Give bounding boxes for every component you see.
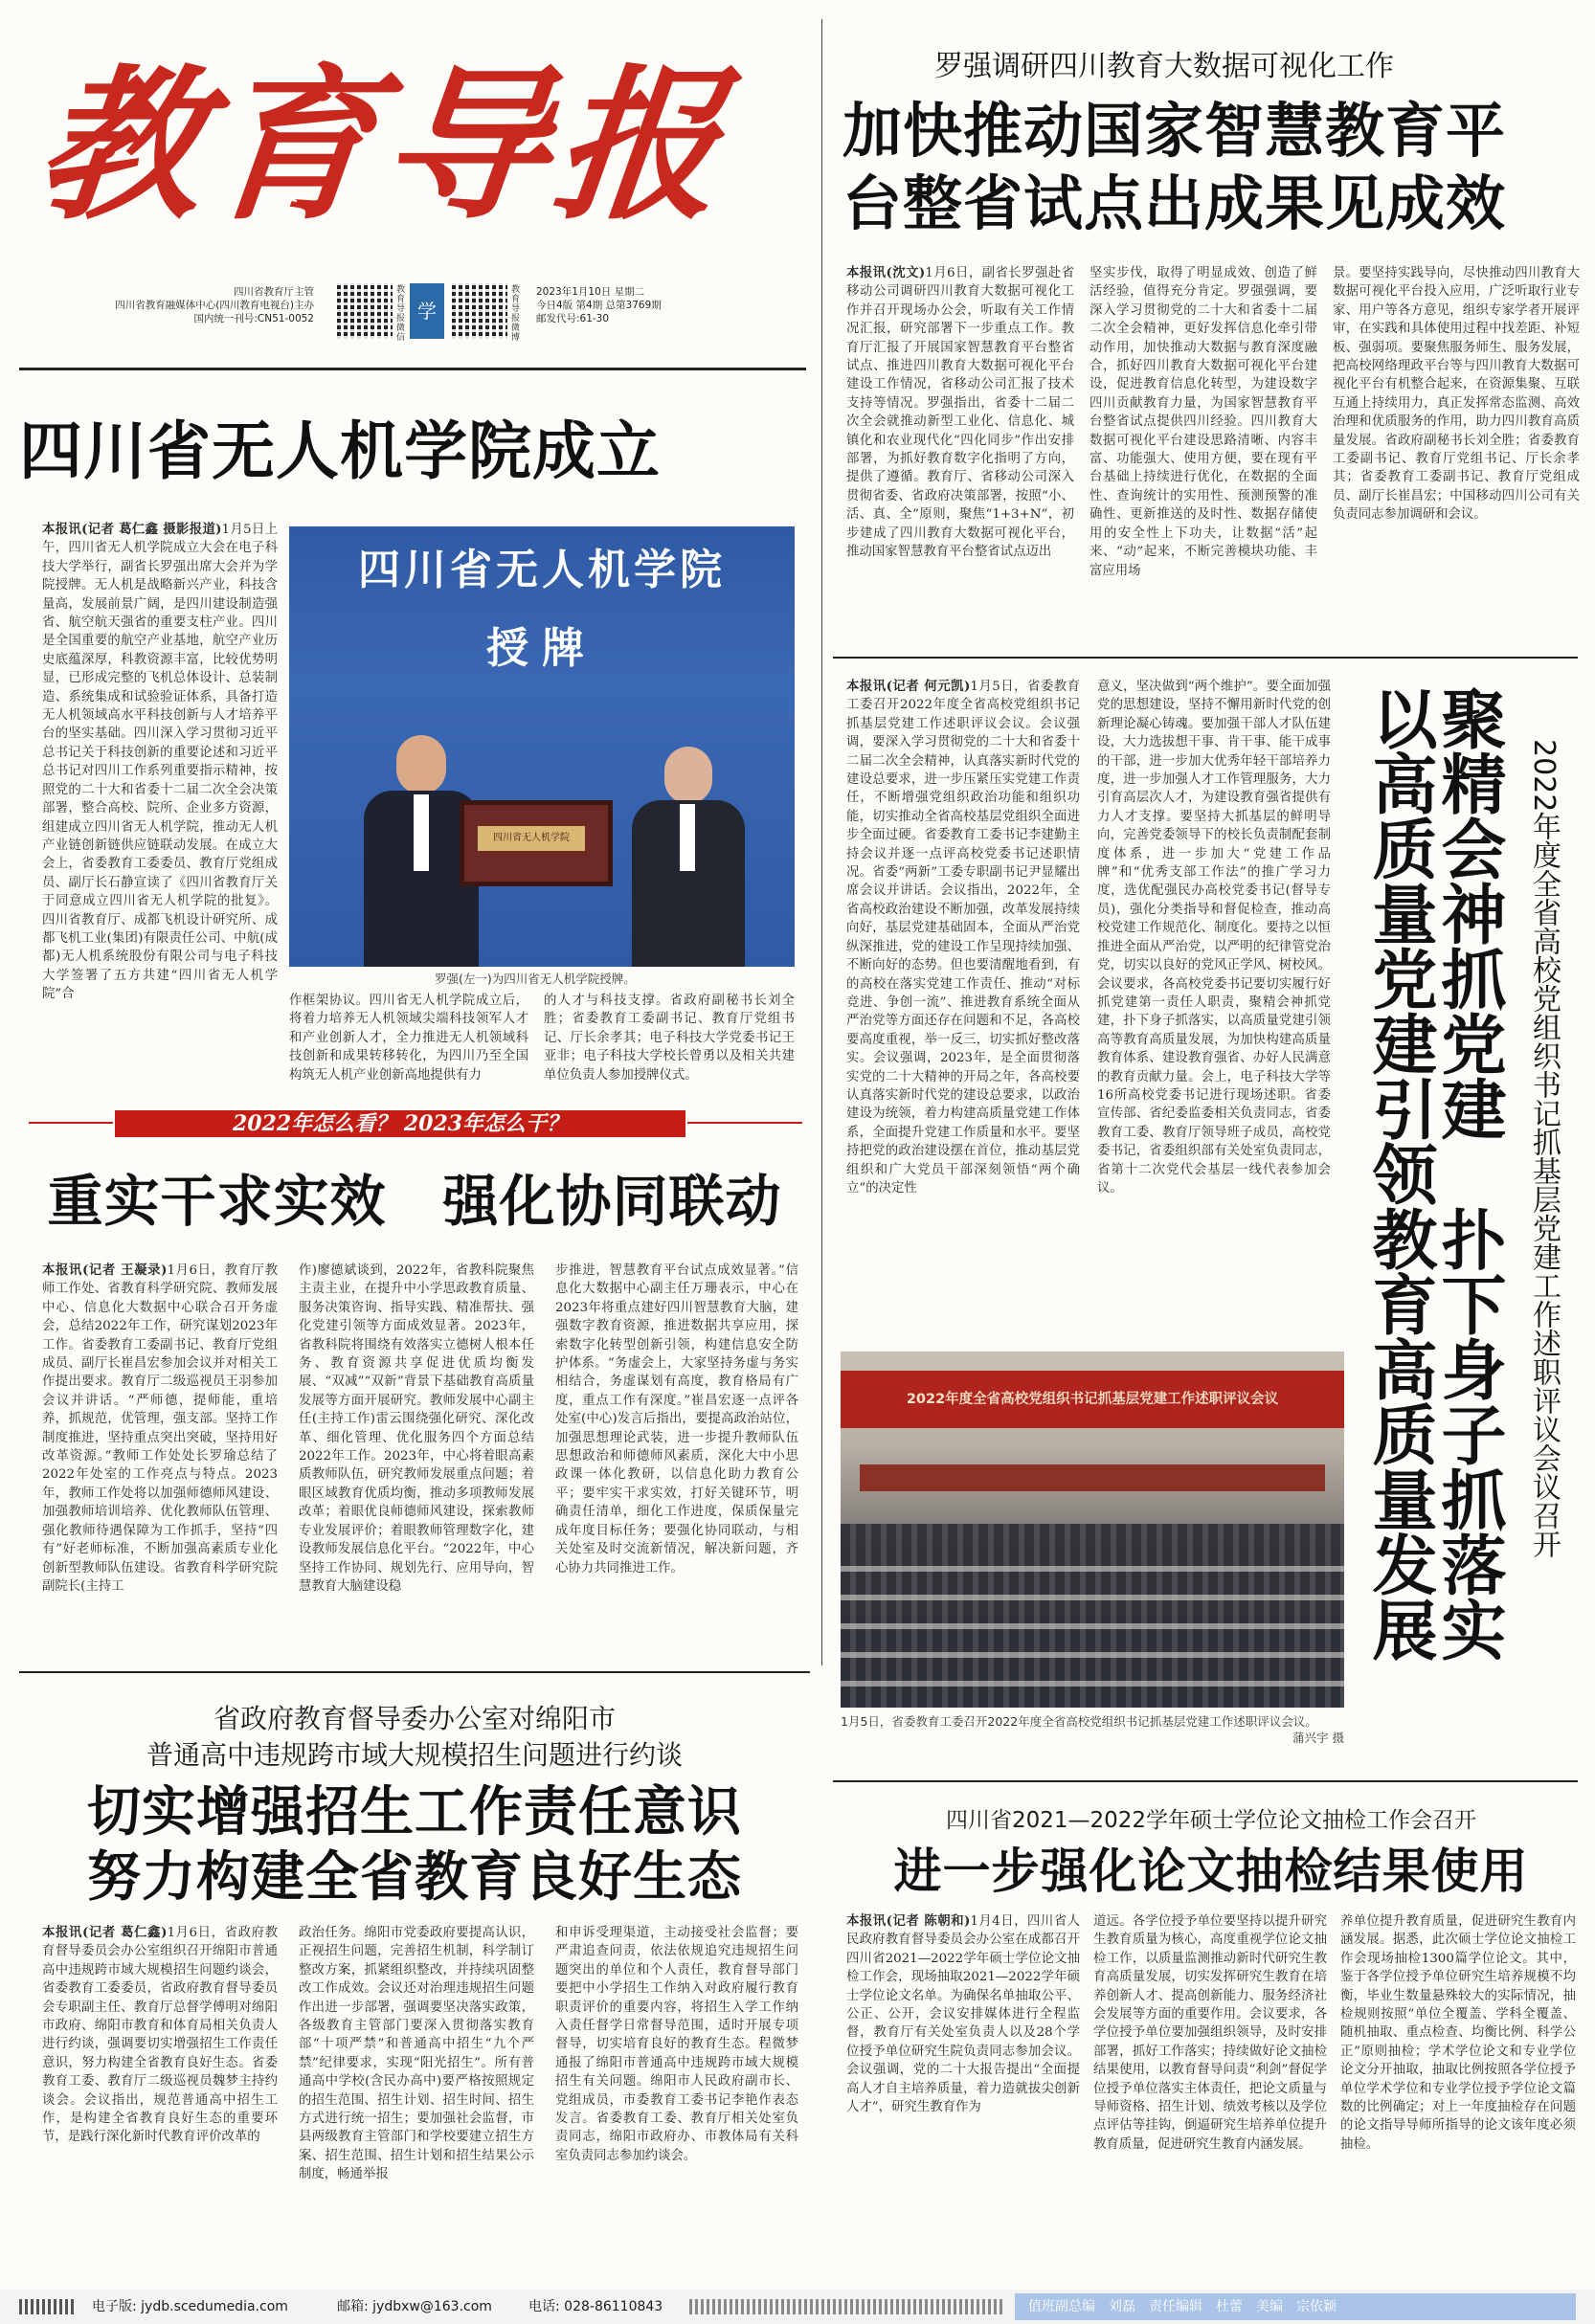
section-banner-text: 2022年怎么看？ 2023年怎么干？ bbox=[232, 1111, 569, 1136]
thesis-story bbox=[833, 1784, 1595, 2286]
third-column-2: 政治任务。绵阳市党委政府要提高认识，正视招生问题，完善招生机制，科学制订整改方案，抓紧组织整改，并持续巩固整改工作成效。会议还对治理违规招生问题作出进一步部署，强调要坚决落实政策，各级教育主管部门要深入贯彻落实教育部“十项严禁”和普通高中招生“九个严禁”纪律要求，实现“阳光招生”。所有普通高中学校(含民办高中)要严格按照规定的招生范围、招生计划、招生时间、招生方式进行统一招生；要加强社会监督，市县两级教育主管部门和学校要建立招生方案、招生范围、招生计划和招生结果公示制度，畅通举报 bbox=[299, 1926, 534, 2182]
thesis-kicker: 四川省2021—2022学年硕士学位论文抽检工作会召开 bbox=[945, 1808, 1477, 1833]
qr-code-weibo[interactable] bbox=[452, 283, 507, 339]
second-column-2: 作)廖德斌谈到，2022年，省教科院聚焦主责主业，在提升中小学思政教育质量、服务决策咨询、指导实践、精准帮扶、强化党建引领等方面成效显著。2023年，省教科院将围绕有效落实立德树人根本任务、教育资源共享促进优质均衡发展、“双减”“双新”背景下基础教育高质量发展等方面开展研究。教师发展中心副主任(主持工作)雷云围绕强化研究、深化改革、细化管理、优化服务四个方面总结2022年工作。2023年，中心将着眼高素质教师队伍，研究教师发展重点问题；着眼区域教育优质均衡，推动多项教师发展改革；着眼优良师德师风建设，探索教师专业发展评价；着眼教师管理数字化，建设教师发展信息化平台。“2022年，中心坚持工作协同、规划先行、应用导向，智慧教育大脑建设稳 bbox=[299, 1263, 534, 1594]
divider-lead-bottom bbox=[833, 657, 1578, 659]
footer-phone bbox=[528, 2298, 663, 2315]
meeting-stage bbox=[860, 1464, 1325, 1491]
third-story bbox=[19, 1677, 810, 2286]
footer-phone-value: 028-86110843 bbox=[564, 2299, 663, 2314]
banner-rule-left bbox=[29, 1122, 113, 1124]
masthead-publisher bbox=[94, 285, 314, 325]
lead-column-3: 景。要坚持实践导向，尽快推动四川教育大数据可视化平台投入应用，广泛听取行业专家、用户等各方意见，组织专家学者开展评审，在实践和具体使用过程中找差距、补短板、强弱项。要聚焦服务师生、服务发展，把高校网络理政平台等与四川教育大数据可视化平台有机整合起来，在资源集聚、互联互通上持续用力，真正发挥常态监测、高效治理和优质服务的作用，助力四川教育高质量发展。省政府副秘书长刘全胜；省委教育工委副书记、教育厅党组书记、厅长余孝其；省委教育工委副书记、教育厅党组成员、副厅长崔昌宏；中国移动四川公司有关负责同志参加调研和会议。 bbox=[1333, 266, 1580, 523]
person-right bbox=[632, 747, 745, 967]
third-kicker-line-1: 省政府教育督导委办公室对绵阳市 bbox=[213, 1703, 616, 1734]
masthead-title: 教育导报 bbox=[28, 48, 738, 242]
uav-column-right: 的人才与科技支撑。省政府副秘书长刘全胜；省委教育工委副书记、教育厅党组书记、厅长余孝其；电子科技大学党委书记王亚非；电子科技大学校长曾勇以及相关共建单位负责人参加授牌仪式。 bbox=[544, 994, 795, 1083]
section-banner bbox=[115, 1110, 685, 1137]
uav-column-mid: 作框架协议。四川省无人机学院成立后，将着力培养无人机领域尖端科技领军人才和产业创新人才，全力推进无人机领域科技创新和成果转移转化，为四川乃至全国构筑无人机产业创新高地提供有力 bbox=[289, 994, 528, 1083]
footer-epaper bbox=[92, 2298, 288, 2315]
thesis-column-3: 养单位提升教育质量，促进研究生教育内涵发展。据悉，此次硕士学位论文抽检工作会现场抽检1300篇学位论文。其中，鉴于各学位授予单位研究生培养规模不均衡，毕业生数量悬殊较大的实际情况，抽检规则按照“单位全覆盖、学科全覆盖、随机抽取、重点检查、均衡比例、科学公正”原则抽检；学术学位论文和专业学位论文分开抽取，抽取比例按照各学位授予单位学术学位和专业学位授予学位论文篇数的比例确定；对上一年度抽检存在问题的论文指导导师所指导的论文该年度必须抽检。 bbox=[1340, 1914, 1576, 2152]
footer-epaper-label: 电子版: bbox=[92, 2299, 137, 2314]
masthead-date-block bbox=[536, 285, 728, 325]
party-caption-text: 1月5日，省委教育工委召开2022年度全省高校党组织书记抓基层党建工作述职评议会议。 bbox=[841, 1714, 1317, 1729]
lead-column-1: 本报讯(沈文)1月6日，副省长罗强赴省移动公司调研四川教育大数据可视化工作并召开现场办公会，听取有关工作情况汇报，研究部署下一步重点工作。教育厅汇报了开展国家智慧教育平台整省试点、推进四川教育大数据可视化平台建设工作情况，省移动公司汇报了技术支持等情况。罗强指出，省委十二届二次全会就推动新型工业化、信息化、城镇化和农业现代化“四化同步”作出安排部署，为抓好教育数字化指明了方向，提供了遵循。教育厅、省移动公司深入贯彻省委、省政府决策部署，按照“小、活、真、全”原则，聚焦“1+3+N”，初步建成了四川教育大数据可视化平台，推动国家智慧教育平台整省试点迈出 bbox=[846, 265, 1074, 560]
uav-story bbox=[19, 375, 810, 1112]
footer-left-stripes bbox=[19, 2299, 77, 2314]
plaque bbox=[460, 800, 613, 886]
cn-number: 国内统一刊号:CN51-0052 bbox=[193, 313, 314, 324]
lead-story bbox=[839, 0, 1595, 670]
second-column-1: 本报讯(记者 王凝录)1月6日，教育厅教师工作处、省教育科学研究院、教师发展中心、信息化大数据中心联合召开务虚会，总结2022年工作，研究谋划2023年工作。省委教育工委副书记、教育厅党组成员、副厅长崔昌宏参加会议并对相关工作提出要求。教育厅二级巡视员王羽参加会议并讲话。“严师德，提师能，重培养，抓规范，优管理，强支部。坚持工作制度推进，坚持重点突出突破，坚持用好改革资源。”教师工作处处长罗瑜总结了2022年处室的工作亮点与特点。2023年，教师工作处将以加强师德师风建设、加强教师培训培养、优化教师队伍管理、强化教师待遇保障为工作抓手，坚持“四有”好老师标准，不断加强高素质专业化创新型教师队伍建设。省教育科学研究院副院长(主持工 bbox=[42, 1263, 278, 1594]
masthead bbox=[0, 0, 823, 364]
third-column-3: 和申诉受理渠道，主动接受社会监督；要严肃追查问责，依法依规追究违规招生问题突出的单位和个人责任，教育督导部门要把中小学招生工作纳入对政府履行教育职责评价的重要内容，将招生入学工作纳入责任督学日常督导范围，适时开展专项督导，切实培育良好的教育生态。程微梦通报了绵阳市普通高中违规跨市域大规模招生有关问题。绵阳市人民政府副市长、党组成员，市委教育工委书记李艳作表态发言。省委教育工委、教育厅相关处室负责同志，绵阳市政府办、市教体局有关科室负责同志参加约谈会。 bbox=[555, 1926, 798, 2163]
uav-photo bbox=[289, 526, 795, 967]
lead-column-2: 坚实步伐，取得了明显成效、创造了鲜活经验，值得充分肯定。罗强强调，要深入学习贯彻党的二十大和省委十二届二次全会精神，更好发挥信息化牵引带动作用，加快推动大数据与教育深度融合，抓好四川教育大数据可视化平台建设，促进教育信息化转型，为建设数字四川贡献教育力量，为国家智慧教育平台整省试点提供四川经验。四川教育大数据可视化平台建设思路清晰、内容丰富、功能强大、使用方便，要在现有平台基础上持续进行优化，在数据的全面性、查询统计的实用性、预测预警的准确性、更新推送的及时性、数据存储使用的安全性上下功夫，让数据“活”起来、“动”起来，不断完善模块功能、丰富应用场 bbox=[1090, 266, 1317, 578]
party-column-1: 本报讯(记者 何元凯)1月5日，省委教育工委召开2022年度全省高校党组织书记抓基层党建工作述职评议会议。会议强调，要深入学习贯彻党的二十大和省委十二届二次全会精神，认真落实新时代党的建设总要求，进一步压紧压实党建工作责任，不断增强党组织政治功能和组织功能，切实推动全省高校基层党组织全面进步全面过硬。省委教育工委书记李建勤主持会议并逐一点评高校党委书记述职情况。省委“两新”工委专职副书记尹显耀出席会议并讲话。会议指出，2022年，全省高校政治建设不断加强，改革发展持续向好，基层党建基础固本，全面从严治党纵深推进，党的建设工作呈现持续加强、不断向好的态势。但也要清醒地看到，有的高校在落实党建工作责任、推动“对标竞进、争创一流”、推进教育系统全面从严治党等方面还存在问题和不足，各高校要高度重视，举一反三，切实抓好整改落实。会议强调，2023年，是全面贯彻落实党的二十大精神的开局之年，各高校要认真落实新时代党的建设总要求，以政治建设为统领，着力构建高质量党建工作体系，全面提升党建工作质量和水平。要坚持把党的政治建设摆在首位，推动基层党组织和广大党员干部深刻领悟“两个确立”的决定性 bbox=[846, 679, 1080, 1196]
footer-phone-label: 电话: bbox=[528, 2299, 560, 2314]
byline: 本报讯(沈文) bbox=[846, 265, 926, 280]
publisher-line-2: 四川省教育融媒体中心(四川教育电视台)主办 bbox=[115, 300, 314, 311]
xue-logo-icon: 学 bbox=[410, 283, 444, 339]
second-story bbox=[19, 1145, 810, 1662]
meeting-table-rows bbox=[841, 1543, 1344, 1708]
divider-right-mid bbox=[833, 1780, 1578, 1782]
footer-email bbox=[337, 2298, 492, 2315]
uav-column-left: 本报讯(记者 葛仁鑫 摄影报道)1月5日上午，四川省无人机学院成立大会在电子科技大学举行，副省长罗强出席大会并为学院授牌。无人机是战略新兴产业，科技含量高，发展前景广阔，是四川建设制造强省、航空航天强省的重要支柱产业。四川是全国重要的航空产业基地，航空产业历史底蕴深厚，科教资源丰富，比较优势明显，已形成完整的飞机总体设计、总装制造、系统集成和试验验证体系，具备打造无人机领域高水平科技创新与人才培养平台的坚实基础。四川深入学习贯彻习近平总书记关于科技创新的重要论述和习近平总书记对四川工作系列重要指示精神，按照党的二十大和省委十二届二次全会决策部署，整合高校、院所、企业多方资源，组建成立四川省无人机学院，推动无人机产业链创新链供应链联动发展。在成立大会上，省委教育工委委员、教育厅党组成员、副厅长石静宣读了《四川省教育厅关于同意成立四川省无人机学院的批复》。四川省教育厅、成都飞机设计研究所、成都飞机工业(集团)有限责任公司、中航(成都)无人机系统股份有限公司与电子科技大学签署了五方共建“四川省无人机学院”合 bbox=[42, 522, 278, 1002]
qr-label-weibo: 教育导报微博 bbox=[511, 285, 521, 343]
byline: 本报讯(记者 王凝录) bbox=[42, 1263, 168, 1278]
qr-label-wechat: 教育导报微信 bbox=[396, 285, 406, 343]
party-headline-vertical-1: 聚精会神抓党建 扑下身子抓落实 bbox=[1430, 685, 1506, 1662]
party-subhead-vertical: 2022年度全省高校党组织书记抓基层党建工作述职评议会议召开 bbox=[1527, 739, 1561, 1559]
party-column-2: 意义，坚决做到“两个维护”。要全面加强党的思想建设，坚持不懈用新时代党的创新理论凝心铸魂。要加强干部人才队伍建设，大力选拔想干事、肯干事、能干成事的干部，进一步加大优秀年轻干部培养力度，进一步加强人才工作管理服务，大力引育高层次人才，为建设教育强省提供有力人才支撑。要坚持大抓基层的鲜明导向，完善党委领导下的校长负责制配套制度体系，进一步加大“党建工作品牌”和“优秀支部工作法”的推广学习力度，选优配强民办高校党委书记(督导专员)，强化分类指导和督促检查，推动高校党建工作规范化、制度化。要持之以恒推进全面从严治党，以严明的纪律管党治党，切实以良好的党风正学风、树校风。会议要求，各高校党委书记要切实履行好抓党建第一责任人职责，聚精会神抓党建，扑下身子抓落实，以高质量党建引领高等教育高质量发展，为加快构建高质量教育体系、建设教育强省、办好人民满意的教育贡献力量。会上，电子科技大学等16所高校党委书记进行现场述职。省委宣传部、省纪委监委相关负责同志，省委教育工委、教育厅领导班子成员，高校党委书记，省委组织部有关处室负责同志，省第十二次党代会基层一线代表参加会议。 bbox=[1097, 680, 1331, 1196]
banner-rule-right bbox=[687, 1122, 802, 1124]
divider-left-mid bbox=[19, 1671, 810, 1673]
party-photo-caption bbox=[841, 1713, 1344, 1746]
thesis-column-1: 本报讯(记者 陈朝和)1月4日，四川省人民政府教育督导委员会办公室在成都召开四川省2021—2022学年硕士学位论文抽检工作会，现场抽取2021—2022学年硕士学位论文名单。为确保名单抽取公平、公正、公开，会议安排媒体进行全程监督，教育厅有关处室负责人以及28个学位授予单位研究生院负责同志参加会议。会议强调，党的二十大报告提出“全面提高人才自主培养质量，着力造就拔尖创新人才”，研究生教育作为 bbox=[846, 1913, 1080, 2115]
uav-photo-caption: 罗强(左一)为四川省无人机学院授牌。 bbox=[435, 972, 636, 986]
second-column-3: 步推进，智慧教育平台试点成效显著。”信息化大数据中心副主任万珊表示，中心在2023年将重点建好四川智慧教育大脑，建强数字教育资源，推进数据共享应用，探索数字化转型创新引领，构建信息安全防护体系。“务虚会上，大家坚持务虚与务实相结合，务虚谋划有高度，教育格局有广度，重点工作有深度。”崔昌宏逐一点评各处室(中心)发言后指出，要提高政治站位，加强思想理论武装，进一步提升教师队伍思想政治和师德师风素质，深化大中小思政课一体化教研，以信息化助力教育公平；要牢实干求实效，打好关键环节，明确责任清单，细化工作进度，保质保量完成年度目标任务；要强化协同联动，与相关处室及时交流新情况，解决新问题，齐心协力共同推进工作。 bbox=[555, 1263, 798, 1575]
party-story bbox=[833, 666, 1595, 1777]
party-headline-vertical-2: 以高质量党建引领教育高质量发展 bbox=[1361, 685, 1437, 1662]
byline: 本报讯(记者 葛仁鑫 摄影报道) bbox=[42, 522, 222, 537]
byline: 本报讯(记者 何元凯) bbox=[846, 679, 971, 694]
footer-mid-stripes bbox=[689, 2299, 1005, 2314]
postal-code: 邮发代号:61-30 bbox=[536, 313, 610, 324]
third-headline-line-2: 努力构建全省教育良好生态 bbox=[87, 1846, 742, 1909]
footer-editors-bar bbox=[1015, 2293, 1576, 2320]
publisher-line-1: 四川省教育厅主管 bbox=[234, 286, 314, 298]
footer-epaper-link[interactable]: jydb.scedumedia.com bbox=[141, 2299, 288, 2314]
qr-code-wechat[interactable] bbox=[337, 283, 393, 339]
meeting-backdrop-text: 2022年度全省高校党组织书记抓基层党建工作述职评议会议 bbox=[906, 1392, 1279, 1407]
second-headline: 重实干求实效 强化协同联动 bbox=[47, 1169, 782, 1234]
byline: 本报讯(记者 陈朝和) bbox=[846, 1913, 971, 1929]
uav-headline: 四川省无人机学院成立 bbox=[19, 414, 661, 488]
footer-bar bbox=[0, 2290, 1595, 2324]
issue-number: 今日4版 第4期 总第3769期 bbox=[536, 300, 662, 311]
lead-kicker: 罗强调研四川教育大数据可视化工作 bbox=[934, 50, 1394, 83]
footer-email-label: 邮箱: bbox=[337, 2299, 369, 2314]
third-kicker-line-2: 普通高中违规跨市域大规模招生问题进行约谈 bbox=[146, 1739, 683, 1771]
party-photographer: 蒲兴宇 摄 bbox=[1292, 1731, 1344, 1745]
thesis-headline: 进一步强化论文抽检结果使用 bbox=[893, 1844, 1529, 1899]
photo-banner-line-2: 授牌 bbox=[486, 624, 597, 673]
byline: 本报讯(记者 葛仁鑫) bbox=[42, 1925, 168, 1940]
divider-vertical-main bbox=[821, 19, 822, 1665]
divider-top-horizontal bbox=[19, 368, 806, 370]
thesis-column-2: 道远。各学位授予单位要坚持以提升研究生教育质量为核心，高度重视学位论文抽检工作，以质量监测推动新时代研究生教育高质量发展，切实发挥研究生教育在培养创新人才、提高创新能力、服务经济社会发展等方面的重要作用。会议要求，各学位授予单位要加强组织领导，及时安排部署，抓好工作落实；持续做好论文抽检结果使用，以教育督导问责“利剑”督促学位授予单位落实主体责任，把论文质量与导师资格、招生计划、绩效考核以及学位点评估等挂钩，倒逼研究生培养单位提升教育质量，促进研究生教育内涵发展。 bbox=[1093, 1914, 1327, 2152]
lead-headline-line-2: 台整省试点出成果见成效 bbox=[842, 168, 1507, 238]
third-column-1: 本报讯(记者 葛仁鑫)1月6日，省政府教育督导委员会办公室组织召开绵阳市普通高中违规跨市域大规模招生问题约谈会，省委教育工委委员，省政府教育督导委员会专职副主任、教育厅总督学傅明对绵阳市政府、绵阳市教育和体育局相关负责人进行约谈，强调要切实增强招生工作责任意识，努力构建全省教育良好生态。省委教育工委、教育厅二级巡视员魏梦主持约谈会。会议指出，规范普通高中招生工作，是构建全省教育良好生态的重要环节，是践行深化新时代教育评价改革的 bbox=[42, 1925, 278, 2145]
issue-date: 2023年1月10日 星期二 bbox=[536, 286, 645, 298]
third-headline-line-1: 切实增强招生工作责任意识 bbox=[87, 1781, 742, 1844]
party-meeting-photo bbox=[841, 1352, 1344, 1708]
plaque-inner: 四川省无人机学院 bbox=[478, 826, 585, 851]
footer-editors: 值班副总编 刘磊 责任编辑 杜蕾 美编 宗依颖 bbox=[1028, 2299, 1337, 2314]
lead-headline-line-1: 加快推动国家智慧教育平 bbox=[842, 96, 1507, 166]
photo-banner-line-1: 四川省无人机学院 bbox=[358, 546, 726, 594]
footer-email-link[interactable]: jydbxw@163.com bbox=[372, 2299, 492, 2314]
